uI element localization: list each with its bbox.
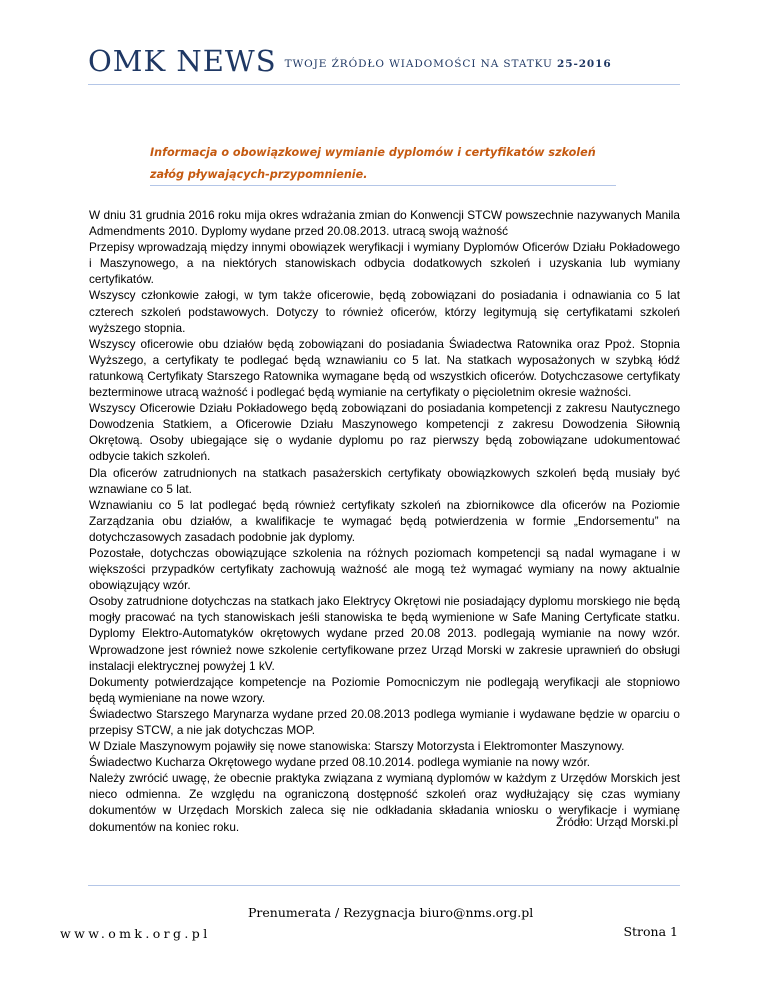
paragraph: Wznawianiu co 5 lat podlegać będą również certyfikaty szkoleń na zbiornikowce dla oficerów na Poziomie Zarządzania obu działów, a kwalifikacje te wymagać będą potwierdzenia w formie „Endorsementu” na dotychczasowych zasadach podobnie jak dyplomy. [89, 497, 680, 544]
paragraph: Świadectwo Kucharza Okrętowego wydane przed 08.10.2014. podlega wymianie na nowy wzór. [89, 755, 591, 770]
title-divider [150, 185, 616, 186]
brand-title: OMK NEWS [88, 44, 277, 78]
page-number: Strona 1 [623, 924, 678, 939]
subscription-note: Prenumerata / Rezygnacja biuro@nms.org.pl [248, 905, 534, 920]
issue-number: 25-2016 [557, 58, 612, 70]
paragraph: Dokumenty potwierdzające kompetencje na Poziomie Pomocniczym nie podlegają weryfikacji ale stopniowo będą wymieniane na nowe wzory. [89, 674, 680, 705]
paragraph: Dla oficerów zatrudnionych na statkach pasażerskich certyfikaty obowiązkowych szkoleń będą musiały być wznawiane co 5 lat. [89, 465, 680, 496]
header-tagline [285, 58, 612, 70]
paragraph: Pozostałe, dotychczas obowiązujące szkolenia na różnych poziomach kompetencji są nadal wymagane i w większości przypadków certyfikaty zachowują ważność ale mogą też wymagać wymiany na nowy aktualnie obowiązujący wzór. [89, 545, 680, 593]
article-title: Informacja o obowiązkowej wymianie dyplomów i certyfikatów szkoleń załóg pływających-przypomnienie. [150, 146, 596, 181]
paragraph: Osoby zatrudnione dotychczas na statkach jako Elektrycy Okrętowi nie posiadający dyplomu morskiego nie będą mogły pracować na tych stanowiskach jeśli stanowiska te będą wymienione w Safe Maning Certyficate statku. Dyplomy Elektro-Automatyków okrętowych wydane przed 20.08 2013. podlegają wymianie na nowy wzór. Wprowadzone jest również nowe szkolenie certyfikowane przez Urząd Morski w zakresie uprawnień do obsługi instalacji elektrycznej powyżej 1 kV. [89, 594, 680, 673]
paragraph: Wszyscy członkowie załogi, w tym także oficerowie, będą zobowiązani do posiadania i odnawiania co 5 lat czterech szkoleń podstawowych. Dotyczy to również oficerów, którzy legitymują się certyfikatami szkoleń wyższego stopnia. [89, 288, 680, 335]
page-header [88, 44, 680, 84]
article-source: Źródło: Urząd Morski.pl [556, 815, 678, 829]
paragraph: Wszyscy Oficerowie Działu Pokładowego będą zobowiązani do posiadania kompetencji z zakresu Nautycznego Dowodzenia Statkiem, a Oficerowie Działu Maszynowego kompetencji z zakresu Dowodzenia Siłownią Okrętową. Osoby ubiegające się o wydanie dyplomu po raz pierwszy będą zobowiązane udokumentować odbycie takich szkoleń. [89, 401, 680, 464]
website-link[interactable]: www.omk.org.pl [60, 926, 211, 941]
article-body [89, 207, 680, 835]
paragraph: Świadectwo Starszego Marynarza wydane przed 20.08.2013 podlega wymianie i wydawane będzie w oparciu o przepisy STCW, a nie jak dotychczas MOP. [89, 706, 680, 737]
paragraph: W dniu 31 grudnia 2016 roku mija okres wdrażania zmian do Konwencji STCW powszechnie nazywanych Manila Admendments 2010. Dyplomy wydane przed 20.08.2013. utracą swoją ważność [89, 208, 680, 239]
paragraph: Wszyscy oficerowie obu działów będą zobowiązani do posiadania Świadectwa Ratownika oraz Ppoż. Stopnia Wyższego, a certyfikaty te podlegać będą wznawianiu co 5 lat. Na statkach wyposażonych w szybką łódź ratunkową Certyfikaty Starszego Ratownika wymagane będą od wszystkich oficerów. Dotychczasowe certyfikaty bezterminowe utracą ważność i podlegać będą wymianie na certyfikaty o pięcioletnim okresie ważności. [89, 336, 680, 400]
paragraph: Przepisy wprowadzają między innymi obowiązek weryfikacji i wymiany Dyplomów Oficerów Działu Pokładowego i Maszynowego, a na niektórych stanowiskach odbycia dodatkowych szkoleń i uzyskania lub wymiany certyfikatów. [89, 240, 680, 287]
paragraph: Należy zwrócić uwagę, że obecnie praktyka związana z wymianą dyplomów w każdym z Urzędów Morskich jest nieco odmienna. Ze względu na ograniczoną dostępność szkoleń oraz wydłużający się czas wymiany dokumentów w Urzędach Morskich zaleca się nie odkładania składania wniosku o weryfikacje i wymianę dokumentów na koniec roku. [89, 771, 680, 834]
footer-divider [88, 885, 680, 886]
tagline-text: TWOJE ŹRÓDŁO WIADOMOŚCI NA STATKU [284, 58, 553, 70]
header-divider [88, 84, 680, 85]
paragraph: W Dziale Maszynowym pojawiły się nowe stanowiska: Starszy Motorzysta i Elektromonter Maszynowy. [89, 739, 625, 754]
